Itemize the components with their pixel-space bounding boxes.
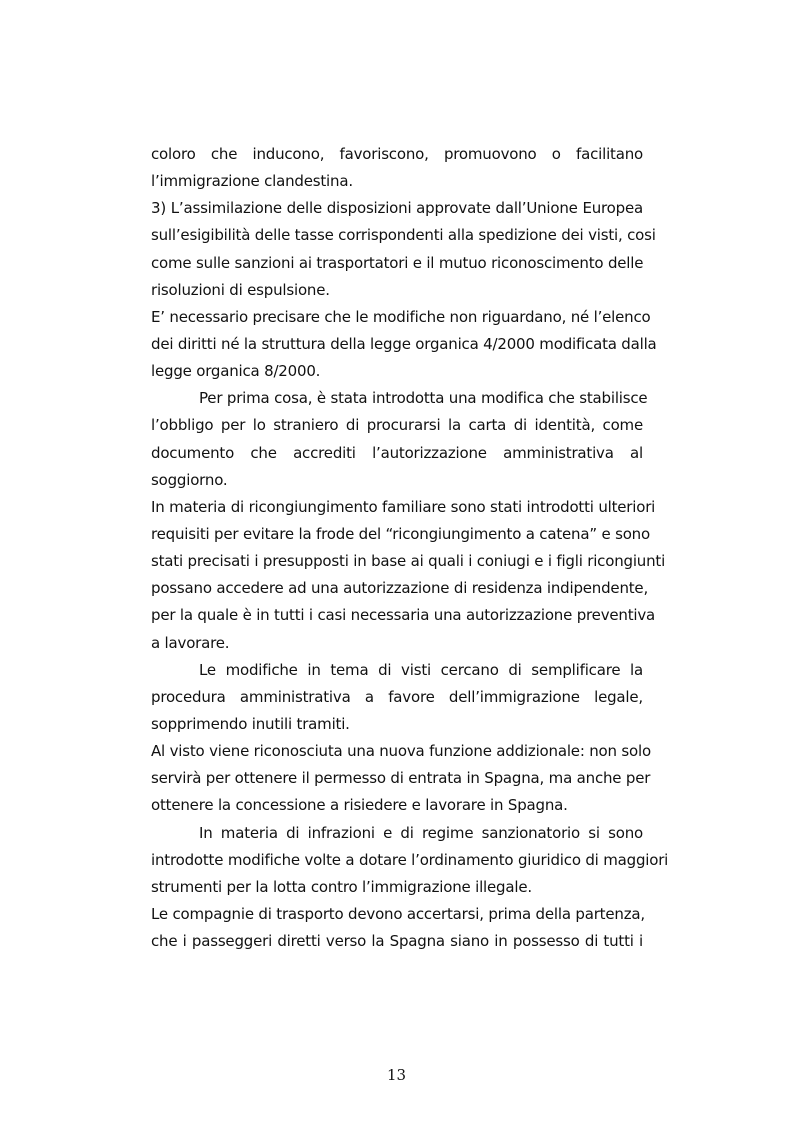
text-line: sull’esigibilità delle tasse corrispondenti alla spedizione dei visti, cosi: [151, 226, 656, 245]
text-line: l’obbligo per lo straniero di procurarsi la carta di identità, come: [151, 416, 643, 435]
page-number: 13: [386, 1066, 407, 1084]
text-line: strumenti per la lotta contro l’immigrazione illegale.: [151, 877, 532, 896]
text-line: coloro che inducono, favoriscono, promuovono o facilitano: [151, 145, 643, 163]
text-line: legge organica 8/2000.: [151, 362, 321, 381]
text-line: documento che accrediti l’autorizzazione amministrativa al: [151, 443, 643, 462]
text-line: Al visto viene riconosciuta una nuova funzione addizionale: non solo: [151, 742, 651, 761]
text-line: In materia di infrazioni e di regime sanzionatorio si sono: [199, 823, 643, 842]
text-line: per la quale è in tutti i casi necessaria una autorizzazione preventiva: [151, 606, 656, 625]
text-line: servirà per ottenere il permesso di entrata in Spagna, ma anche per: [151, 769, 651, 788]
text-line: che i passeggeri diretti verso la Spagna siano in possesso di tutti i: [151, 932, 643, 951]
text-line: sopprimendo inutili tramiti.: [151, 714, 350, 733]
body-text: [151, 141, 669, 955]
text-line: procedura amministrativa a favore dell’immigrazione legale,: [151, 687, 643, 706]
text-line: In materia di ricongiungimento familiare sono stati introdotti ulteriori: [151, 497, 656, 516]
text-line: 3) L’assimilazione delle disposizioni approvate dall’Unione Europea: [151, 199, 643, 218]
text-line: Le modifiche in tema di visti cercano di semplificare la: [199, 660, 643, 679]
text-line: requisiti per evitare la frode del “ricongiungimento a catena” e sono: [151, 524, 650, 543]
text-line: ottenere la concessione a risiedere e lavorare in Spagna.: [151, 796, 568, 815]
text-line: come sulle sanzioni ai trasportatori e il mutuo riconoscimento delle: [151, 253, 644, 272]
text-line: dei diritti né la struttura della legge organica 4/2000 modificata dalla: [151, 334, 657, 353]
text-line: l’immigrazione clandestina.: [151, 172, 353, 191]
text-line: Le compagnie di trasporto devono accertarsi, prima della partenza,: [151, 904, 645, 923]
text-line: E’ necessario precisare che le modifiche non riguardano, né l’elenco: [151, 307, 651, 326]
text-line: a lavorare.: [151, 633, 230, 652]
text-line: possano accedere ad una autorizzazione di residenza indipendente,: [151, 579, 649, 598]
text-line: risoluzioni di espulsione.: [151, 280, 330, 299]
text-line: introdotte modifiche volte a dotare l’ordinamento giuridico di maggiori: [151, 850, 669, 869]
text-line: stati precisati i presupposti in base ai quali i coniugi e i figli ricongiunti: [151, 552, 666, 571]
text-line: soggiorno.: [151, 470, 228, 489]
text-line: Per prima cosa, è stata introdotta una modifica che stabilisce: [199, 389, 648, 408]
